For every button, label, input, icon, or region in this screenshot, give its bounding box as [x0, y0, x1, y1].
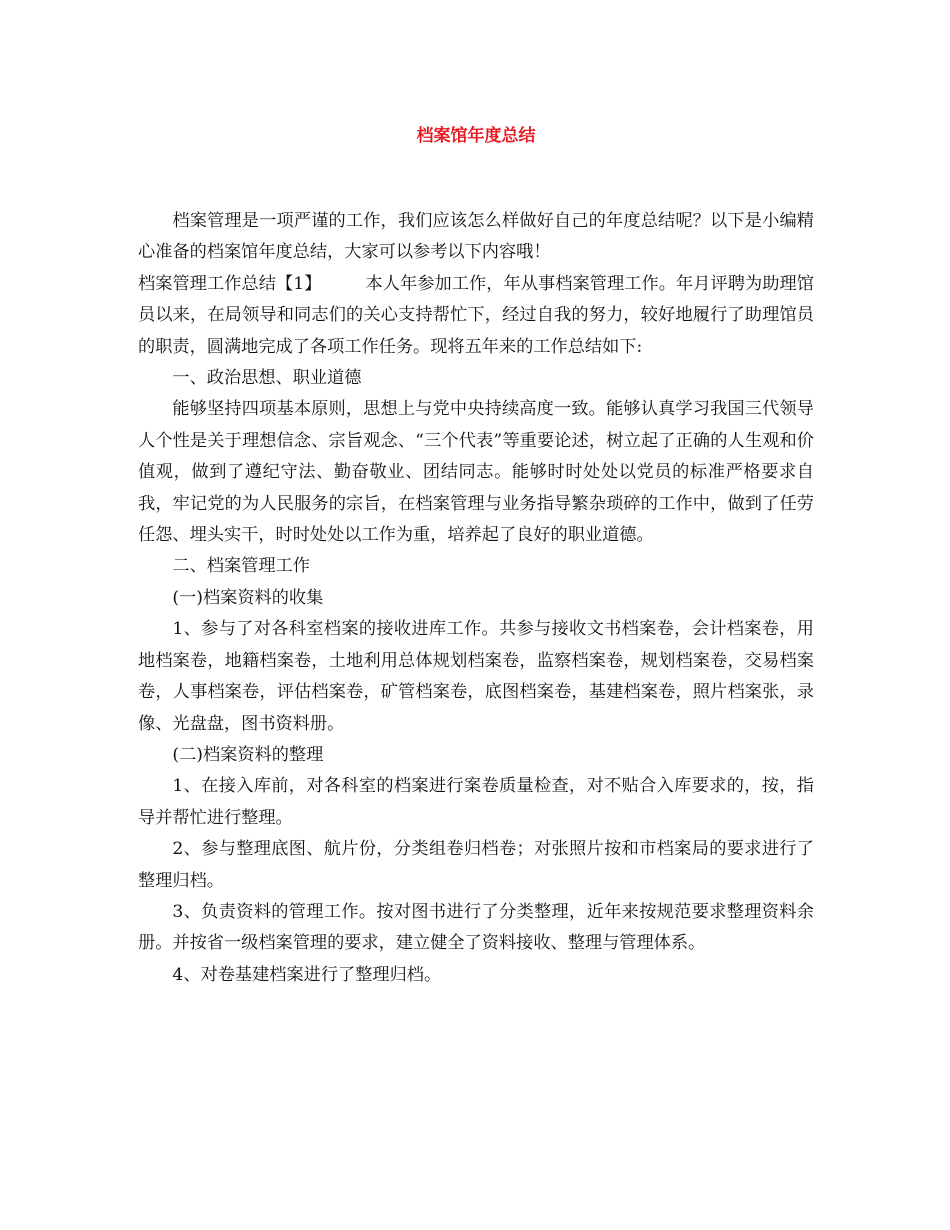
section-lead-text: 本人年参加工作，年从事档案管理工作。年月评聘为助理馆员以来，在局领导和同志们的关心支持帮忙下，经过自我的努力，较好地履行了助理馆员的职责，圆满地完成了各项工作任务。现将五年来的工作总结如下: [138, 273, 814, 357]
subheading-collection: (一)档案资料的收集 [172, 587, 324, 608]
paragraph-organization-3: 3、负责资料的管理工作。按对图书进行了分类整理，近年来按规范要求整理资料余册。并按省一级档案管理的要求，建立健全了资料接收、整理与管理体系。 [138, 901, 814, 954]
paragraph-politics: 能够坚持四项基本原则，思想上与党中央持续高度一致。能够认真学习我国三代领导人个性是关于理想信念、宗旨观念、“三个代表”等重要论述，树立起了正确的人生观和价值观，做到了遵纪守法、勤奋敬业、团结同志。能够时时处处以党员的标准严格要求自我，牢记党的为人民服务的宗旨，在档案管理与业务指导繁杂琐碎的工作中，做到了任劳任怨、埋头实干，时时处处以工作为重，培养起了良好的职业道德。 [138, 399, 814, 546]
paragraph-organization-4: 4、对卷基建档案进行了整理归档。 [172, 964, 442, 985]
heading-politics: 一、政治思想、职业道德 [172, 368, 362, 389]
document-title: 档案馆年度总结 [416, 126, 536, 146]
section-lead-paragraph [138, 269, 814, 363]
paragraph-organization-2: 2、参与整理底图、航片份，分类组卷归档卷；对张照片按和市档案局的要求进行了整理归档。 [138, 839, 814, 891]
document-page [138, 118, 814, 991]
paragraph-collection: 1、参与了对各科室档案的接收进库工作。共参与接收文书档案卷，会计档案卷，用地档案卷，地籍档案卷，土地利用总体规划档案卷，监察档案卷，规划档案卷，交易档案卷，人事档案卷，评估档案卷，矿管档案卷，底图档案卷，基建档案卷，照片档案张，录像、光盘盘，图书资料册。 [138, 619, 814, 734]
section-heading: 档案管理工作总结【1】 [138, 273, 322, 294]
heading-archive-work: 二、档案管理工作 [172, 556, 310, 577]
intro-paragraph: 档案管理是一项严谨的工作，我们应该怎么样做好自己的年度总结呢？以下是小编精心准备的档案馆年度总结，大家可以参考以下内容哦！ [138, 211, 814, 263]
subheading-organization: (二)档案资料的整理 [172, 744, 324, 765]
paragraph-organization-1: 1、在接入库前，对各科室的档案进行案卷质量检查，对不贴合入库要求的，按，指导并帮忙进行整理。 [138, 776, 814, 828]
